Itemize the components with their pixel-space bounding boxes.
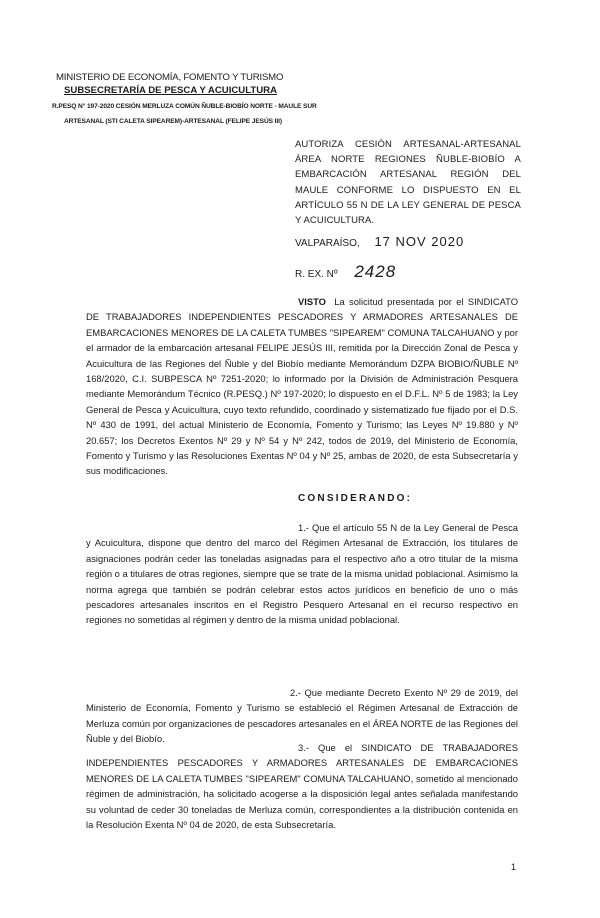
considerando-paragraph-2: 2.- Que mediante Decreto Exento Nº 29 de 2019, del Ministerio de Economía, Fomento y Turismo se estableció el Régimen Artesanal de Extracción de Merluza común por organizaciones de pescadores artesanales en el ÁREA NORTE de las Regiones del Ñuble y del Biobío. [86,687,518,745]
date-stamp: 17 NOV 2020 [374,234,465,249]
resolution-title: AUTORIZA CESIÓN ARTESANAL-ARTESANAL ÁREA NORTE REGIONES ÑUBLE-BIOBÍO A EMBARCACIÓN ARTESANAL REGIÓN DEL MAULE CONFORME LO DISPUESTO EN EL ARTÍCULO 55 N DE LA LEY GENERAL DE PESCA Y ACUICULTURA. [295,139,521,227]
considerando-paragraph-3: 3.- Que el SINDICATO DE TRABAJADORES INDEPENDIENTES PESCADORES Y ARMADORES ARTESANALES DE EMBARCACIONES MENORES DE LA CALETA TUMBES "SIPEAREM" COMUNA TALCAHUANO, sometido al mencionado régimen de administración, ha solicitado acogerse a la disposición legal antes señalada manifestando su voluntad de ceder 30 toneladas de Merluza común, correspondientes a la distribución contenida en la Resolución Exenta Nº 04 de 2020, de esta Subsecretaría. [86,742,518,831]
visto-text: La solicitud presentada por el SINDICATO DE TRABAJADORES INDEPENDIENTES PESCADORES Y ARMADORES ARTESANALES DE EMBARCACIONES MENORES DE LA CALETA TUMBES "SIPEAREM" COMUNA TALCAHUANO y por el armador de la embarcación artesanal FELIPE JESÚS III, remitida por la Dirección Zonal de Pesca y Acuicultura de las Regiones del Ñuble y del Biobío mediante Memorándum DZPA BIOBIO/ÑUBLE Nº 168/2020, C.I. SUBPESCA Nº 7251-2020; lo informado por la División de Administración Pesquera mediante Memorándum Técnico (R.PESQ.) Nº 197-2020; lo dispuesto en el D.F.L. Nº 5 de 1983; la Ley General de Pesca y Acuicultura, cuyo texto refundido, coordinado y sistematizado fue fijado por el D.S. Nº 430 de 1991, del actual Ministerio de Economía, Fomento y Turismo; las Leyes Nº 19.880 y Nº 20.657; los Decretos Exentos Nº 29 y Nº 54 y Nº 242, todos de 2019, del Ministerio de Economía, Fomento y Turismo y las Resoluciones Exentas Nº 04 y Nº 25, ambas de 2020, de esta Subsecretaría y sus modificaciones. [86,296,519,477]
reference-line-2: ARTESANAL (STI CALETA SIPEAREM)-ARTESANAL (FELIPE JESÚS III) [64,117,282,125]
visto-paragraph [86,294,518,479]
resolution-number-value: 2428 [354,262,397,281]
letterhead [52,72,396,128]
page-number: 1 [511,862,517,872]
place-label: VALPARAÍSO, [295,238,360,249]
place-date [295,234,464,249]
considerando-heading: CONSIDERANDO: [298,493,413,504]
resolution-number [295,262,396,282]
reference-line-1: R.PESQ N° 197-2020 CESIÓN MERLUZA COMÚN ÑUBLE-BIOBÍO NORTE - MAULE SUR [52,103,317,110]
visto-label: VISTO [298,296,326,307]
resolution-label: R. EX. Nº [295,269,338,280]
ministry-name: MINISTERIO DE ECONOMÍA, FOMENTO Y TURISMO [56,72,284,83]
subsecretaria-name: SUBSECRETARÍA DE PESCA Y ACUICULTURA [64,84,278,96]
considerando-paragraph-1: 1.- Que el artículo 55 N de la Ley General de Pesca y Acuicultura, dispone que dentro del marco del Régimen Artesanal de Extracción, los titulares de asignaciones podrán ceder las toneladas asignadas para el respectivo año a otro titular de la misma región o a titulares de otras regiones, siempre que se trate de la misma unidad poblacional. Asimismo la norma agrega que también se podrán celebrar estos actos jurídicos en beneficio de uno o más pescadores artesanales inscritos en el Registro Pesquero Artesanal en el recurso respectivo en regiones no sometidas al régimen y dentro de la misma unidad poblacional. [86,522,518,626]
